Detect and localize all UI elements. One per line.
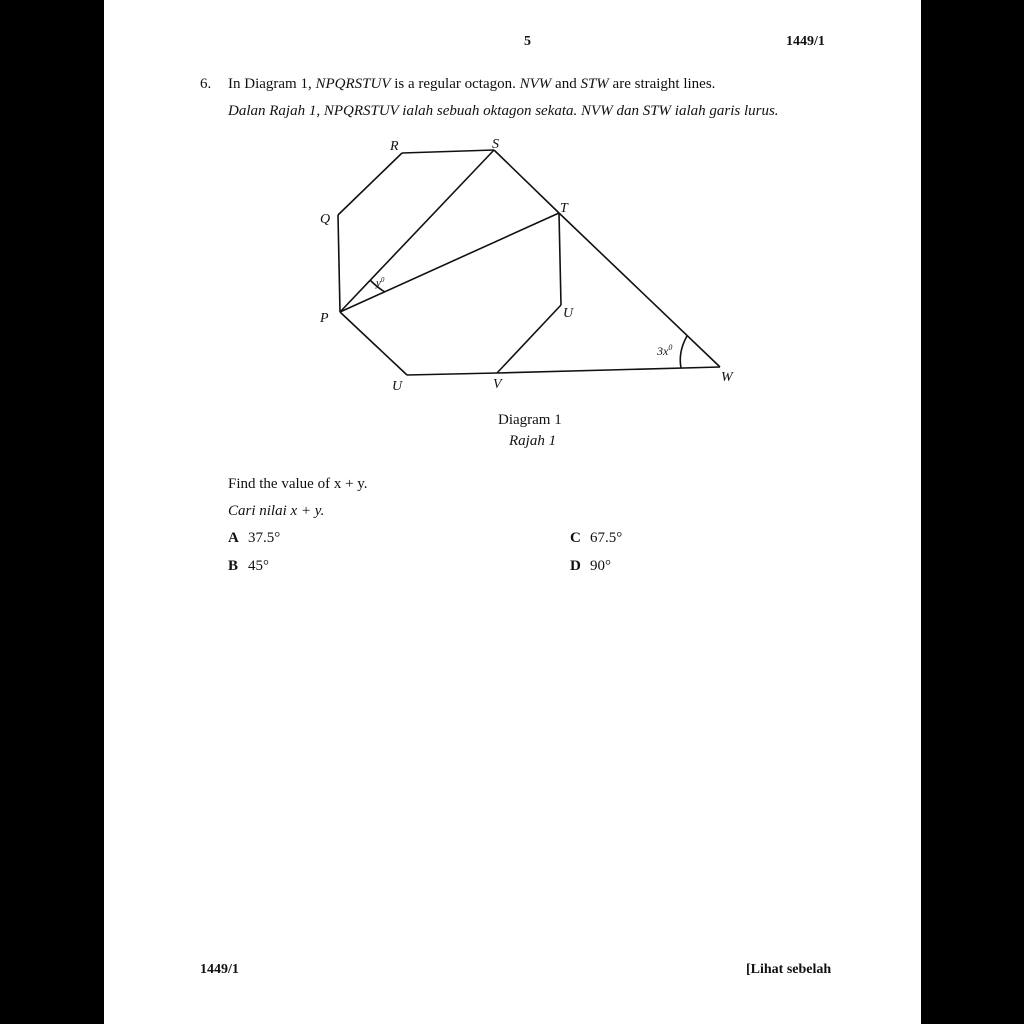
angle-3x-arc [680,336,687,368]
footer-next-page: [Lihat sebelah [746,962,832,977]
octagon-diagram [104,0,921,420]
edge-vu [407,373,497,375]
question-text-ms: Dalan Rajah 1, NPQRSTUV ialah sebuah oktagon sekata. NVW dan STW ialah garis lurus. [228,103,779,119]
label-Q: Q [320,212,331,227]
header-paper-code: 1449/1 [786,34,825,49]
exam-page [104,0,921,1024]
question-number: 6. [200,76,212,92]
label-V: V [493,377,502,392]
angle-3x-label: $3x^0$ [657,343,673,358]
line-pt [340,213,559,312]
label-T: T [560,201,568,216]
option-b[interactable]: B 45° [228,558,269,574]
diagram-caption-en: Diagram 1 [498,412,562,428]
label-W: W [721,370,733,385]
question-text-en: In Diagram 1, NPQRSTUV is a regular octagon. NVW and STW are straight lines. [228,76,716,92]
angle-y-label: $y^0$ [376,276,385,289]
label-S: S [492,137,499,152]
edge-tu [559,213,561,305]
label-U-bottom: U [392,379,403,394]
option-d[interactable]: D 90° [570,558,611,574]
label-U-right: U [563,306,574,321]
option-a[interactable]: A 37.5° [228,530,281,546]
edge-qr [338,153,402,215]
prompt-en: Find the value of x + y. [228,476,368,492]
option-c[interactable]: C 67.5° [570,530,623,546]
label-P: P [320,311,329,326]
edge-up [340,312,407,375]
line-ps [340,150,494,312]
edge-uv [497,305,561,373]
diagram-caption-ms: Rajah 1 [509,433,557,449]
edge-st [494,150,559,213]
page-number: 5 [524,34,531,49]
footer-paper-code: 1449/1 [200,962,239,977]
label-R: R [390,139,399,154]
line-tw [559,213,720,367]
edge-pq [338,215,340,312]
line-vw [497,367,720,373]
edge-rs [402,150,494,153]
prompt-ms: Cari nilai x + y. [228,503,325,519]
